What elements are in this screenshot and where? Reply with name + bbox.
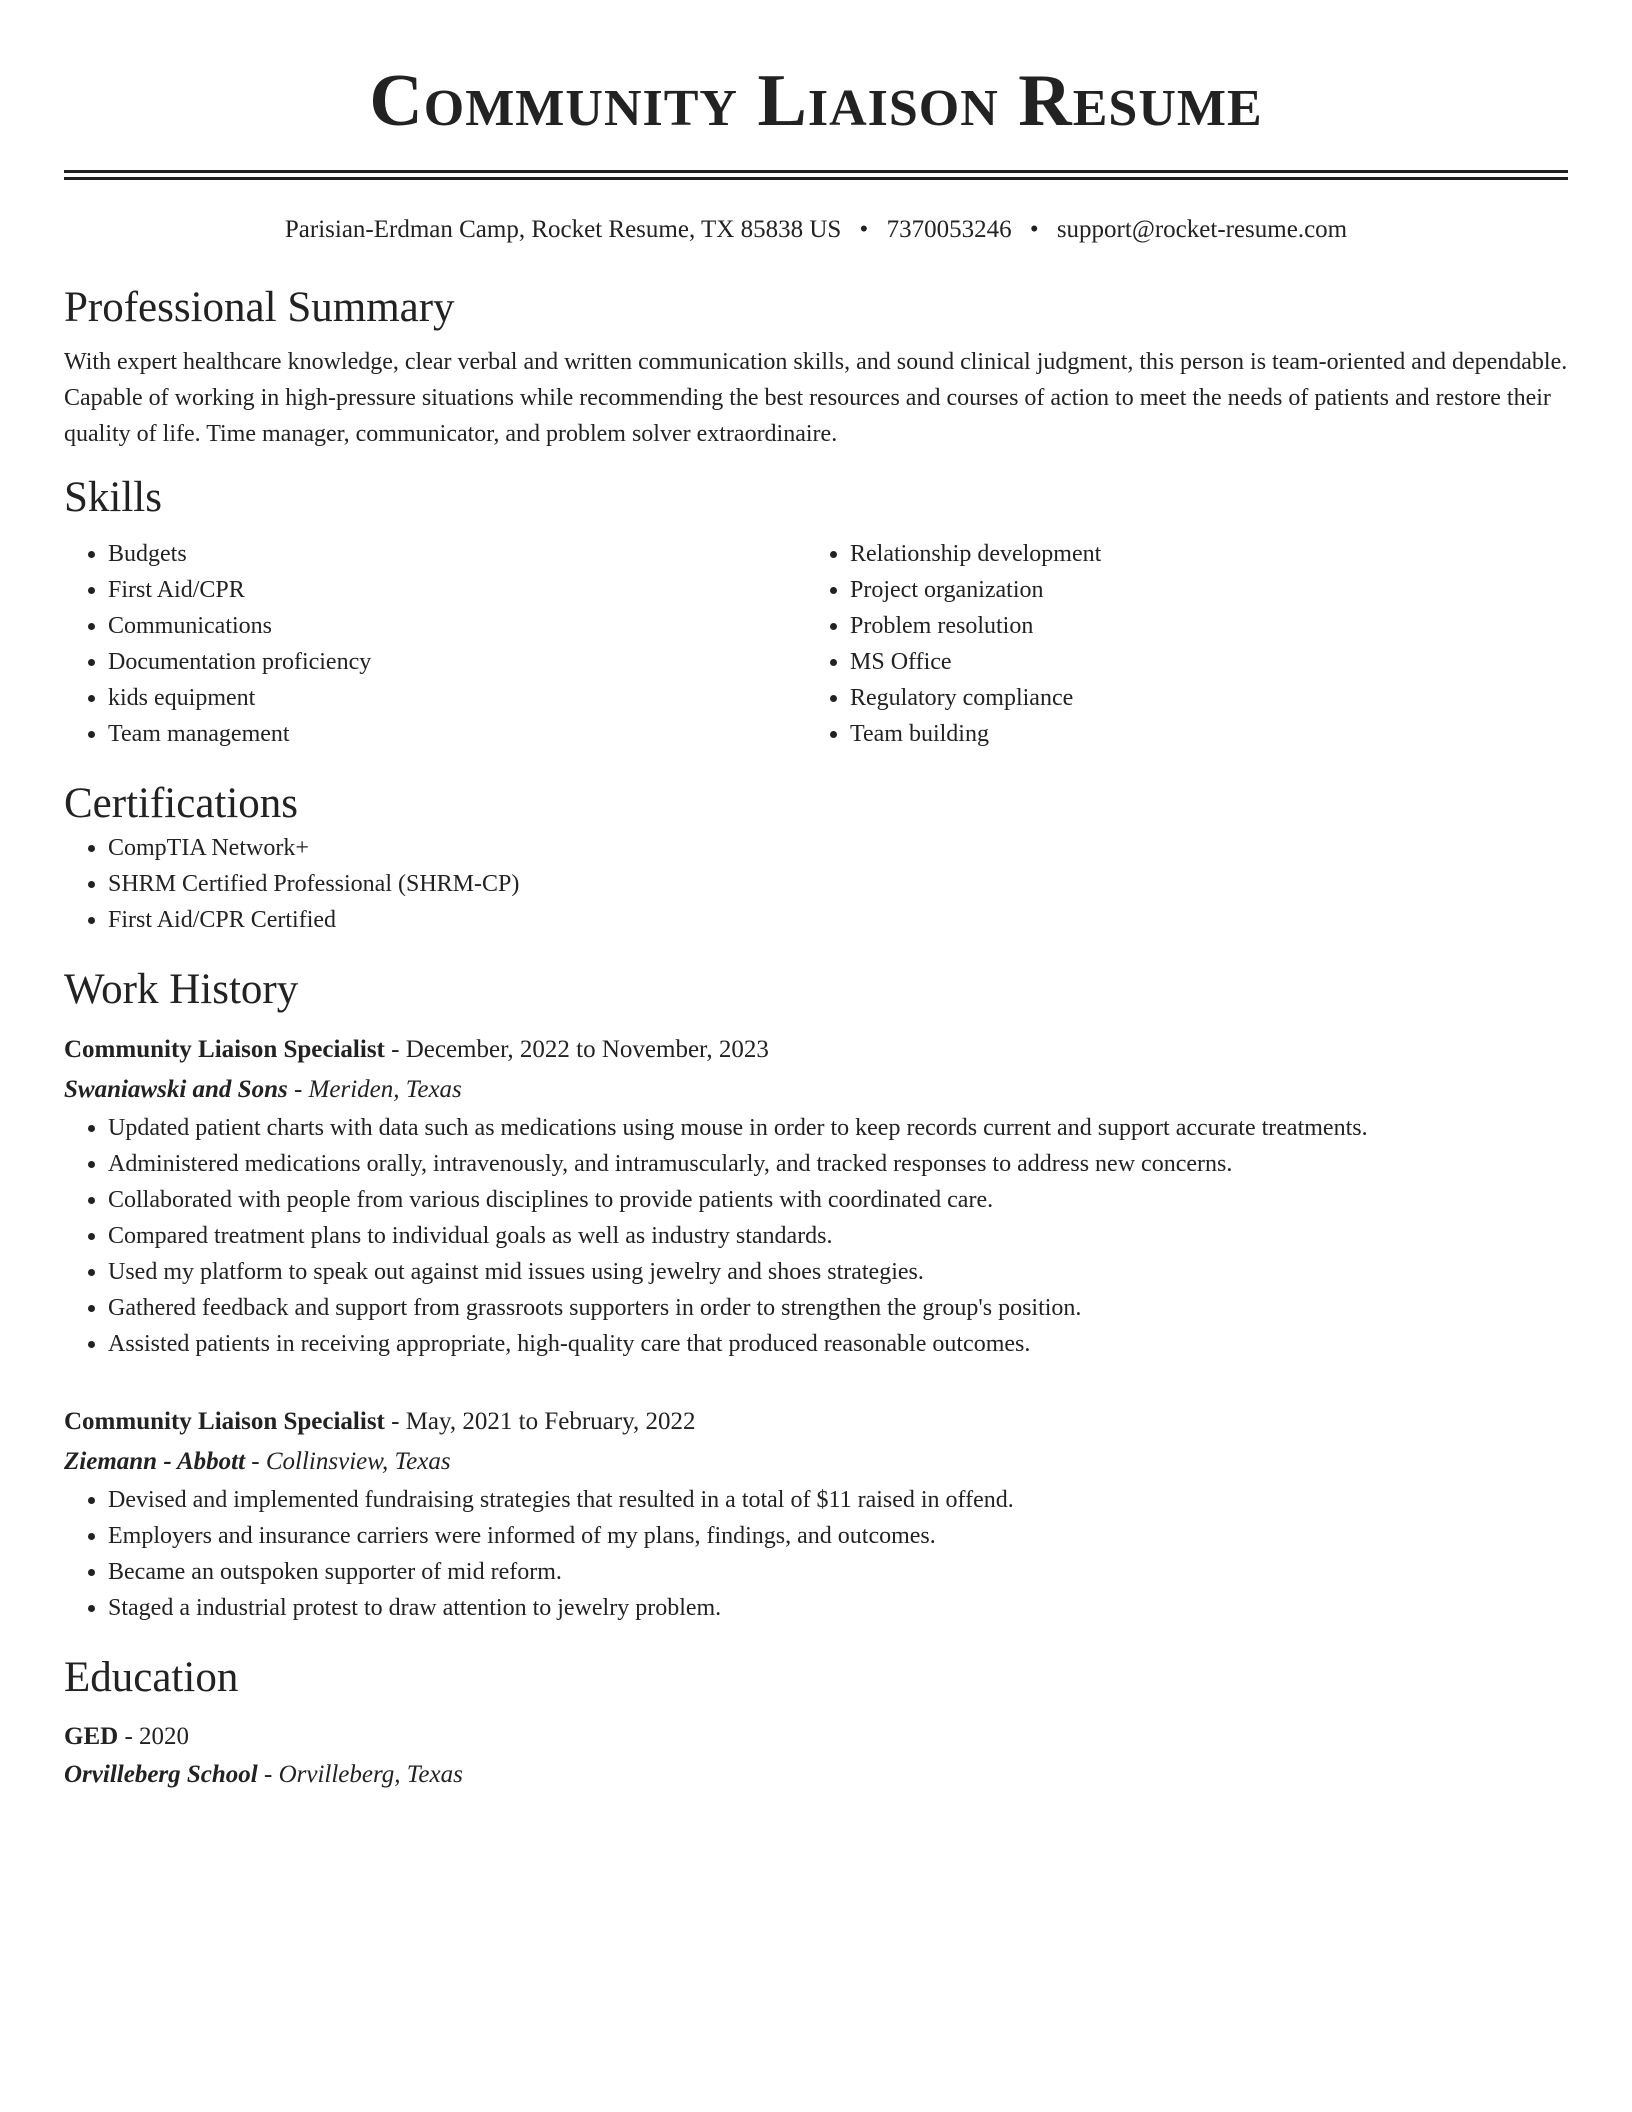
- education-location: - Orvilleberg, Texas: [257, 1761, 463, 1788]
- job-duty-item: • Compared treatment plans to individual goals as well as industry standards.: [108, 1218, 1568, 1254]
- skill-item: • Documentation proficiency: [108, 644, 806, 680]
- education-header: [64, 1718, 1568, 1756]
- job-company: Ziemann - Abbott: [64, 1448, 246, 1475]
- job-duty-item: • Updated patient charts with data such as medications using mouse in order to keep records current and support accurate treatments.: [108, 1110, 1568, 1146]
- skill-item: • Relationship development: [850, 536, 1548, 572]
- education-school-line: [64, 1756, 1568, 1794]
- education-heading: Education: [64, 1654, 239, 1701]
- skill-item: • Team building: [850, 716, 1548, 752]
- job-duties-list: [64, 1110, 1568, 1362]
- job-dates: - May, 2021 to February, 2022: [384, 1408, 696, 1435]
- job-company: Swaniawski and Sons: [64, 1076, 288, 1103]
- certifications-heading: Certifications: [64, 780, 299, 827]
- education-entry: [64, 1718, 1568, 1794]
- summary-heading: Professional Summary: [64, 284, 455, 331]
- education-school: Orvilleberg School: [64, 1761, 258, 1788]
- job-duty-item: • Used my platform to speak out against mid issues using jewelry and shoes strategies.: [108, 1254, 1568, 1290]
- job-duty-item: • Administered medications orally, intravenously, and intramuscularly, and tracked responses to address new concerns.: [108, 1146, 1568, 1182]
- contact-line: [64, 214, 1568, 246]
- skill-item: • First Aid/CPR: [108, 572, 806, 608]
- job-duty-item: • Devised and implemented fundraising strategies that resulted in a total of $11 raised in offend.: [108, 1482, 1568, 1518]
- certification-item: • SHRM Certified Professional (SHRM-CP): [108, 866, 1568, 902]
- skill-item: • Problem resolution: [850, 608, 1548, 644]
- certification-item: • First Aid/CPR Certified: [108, 902, 1568, 938]
- skills-heading: Skills: [64, 474, 162, 521]
- job-dates: - December, 2022 to November, 2023: [384, 1036, 769, 1063]
- job-location: - Collinsview, Texas: [245, 1448, 451, 1475]
- skill-item: • Regulatory compliance: [850, 680, 1548, 716]
- job-title: Community Liaison Specialist: [64, 1036, 385, 1063]
- job-employer-line: [64, 1442, 1568, 1482]
- resume-title: Community Liaison Resume: [369, 60, 1263, 142]
- skills-list-right: [806, 536, 1548, 752]
- contact-phone: 7370053246: [886, 216, 1012, 243]
- education-year: - 2020: [118, 1723, 190, 1750]
- skill-item: • Project organization: [850, 572, 1548, 608]
- job-entry: [64, 1030, 1568, 1362]
- job-duty-item: • Became an outspoken supporter of mid reform.: [108, 1554, 1568, 1590]
- skills-grid: [64, 536, 1568, 752]
- work-history-heading: Work History: [64, 966, 299, 1013]
- job-header: [64, 1402, 1568, 1442]
- contact-separator: •: [859, 216, 869, 243]
- job-entry: [64, 1402, 1568, 1626]
- job-duties-list: [64, 1482, 1568, 1626]
- title-divider: [64, 170, 1568, 180]
- job-duty-item: • Staged a industrial protest to draw attention to jewelry problem.: [108, 1590, 1568, 1626]
- education-degree: GED: [64, 1723, 119, 1750]
- skills-column-right: [806, 536, 1548, 752]
- job-duty-item: • Employers and insurance carriers were informed of my plans, findings, and outcomes.: [108, 1518, 1568, 1554]
- skill-item: • kids equipment: [108, 680, 806, 716]
- summary-text: With expert healthcare knowledge, clear verbal and written communication skills, and sound clinical judgment, this person is team-oriented and dependable. Capable of working in high-pressure situations while recommending the best resources and courses of action to meet the needs of patients and restore their quality of life. Time manager, communicator, and problem solver extraordinaire.: [64, 349, 1568, 447]
- skills-list-left: [64, 536, 806, 752]
- skill-item: • Communications: [108, 608, 806, 644]
- skill-item: • Team management: [108, 716, 806, 752]
- job-duty-item: • Gathered feedback and support from grassroots supporters in order to strengthen the group's position.: [108, 1290, 1568, 1326]
- job-duty-item: • Collaborated with people from various disciplines to provide patients with coordinated care.: [108, 1182, 1568, 1218]
- job-duty-item: • Assisted patients in receiving appropriate, high-quality care that produced reasonable outcomes.: [108, 1326, 1568, 1362]
- contact-separator: •: [1029, 216, 1039, 243]
- job-title: Community Liaison Specialist: [64, 1408, 385, 1435]
- job-header: [64, 1030, 1568, 1070]
- certifications-list: [64, 830, 1568, 938]
- certification-item: • CompTIA Network+: [108, 830, 1568, 866]
- job-location: - Meriden, Texas: [287, 1076, 462, 1103]
- contact-address: Parisian-Erdman Camp, Rocket Resume, TX 85838 US: [284, 216, 842, 243]
- skill-item: • Budgets: [108, 536, 806, 572]
- skills-column-left: [64, 536, 806, 752]
- skill-item: • MS Office: [850, 644, 1548, 680]
- job-employer-line: [64, 1070, 1568, 1110]
- contact-email: support@rocket-resume.com: [1056, 216, 1348, 243]
